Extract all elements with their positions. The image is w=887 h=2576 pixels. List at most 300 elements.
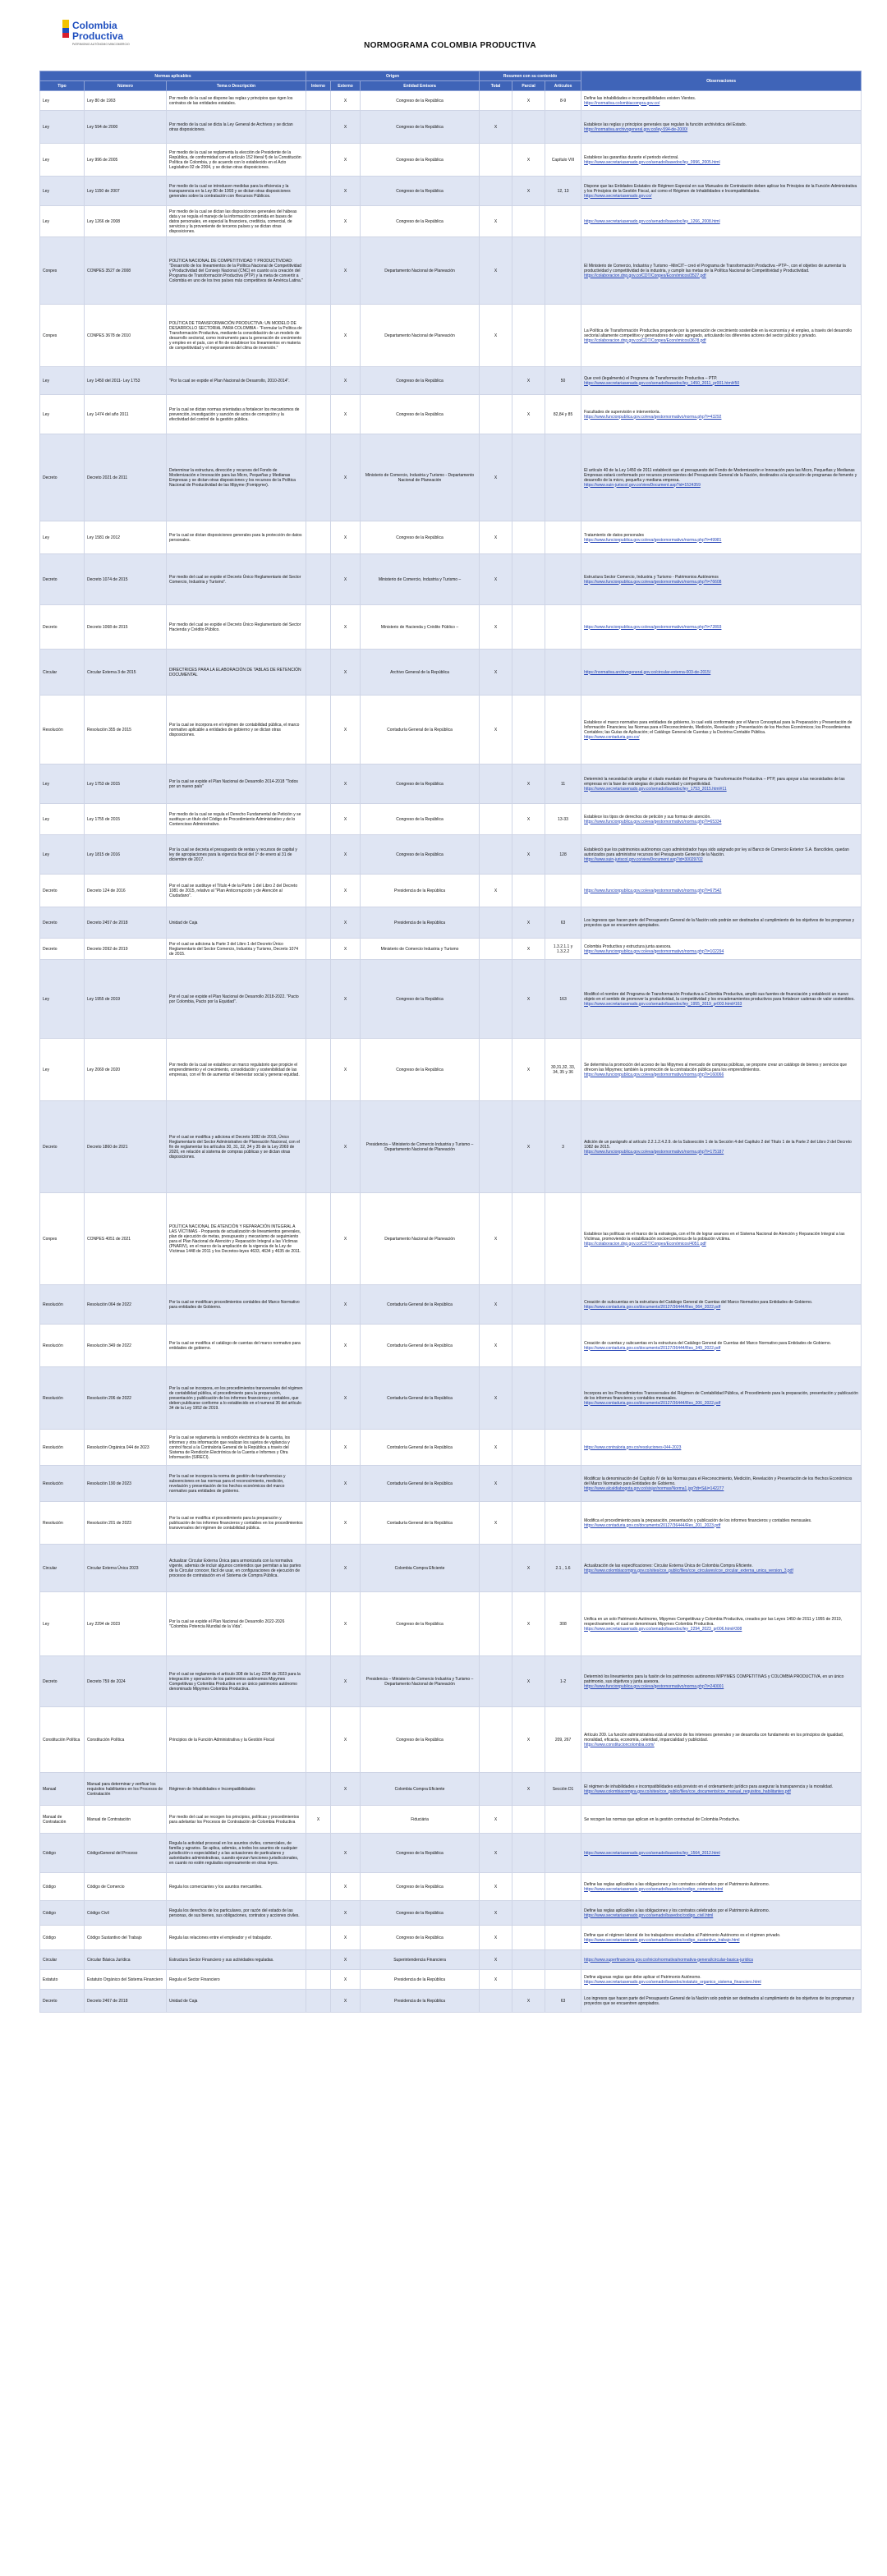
entidad-cell: Congreso de la República xyxy=(361,177,480,206)
externo-cell: X xyxy=(331,765,361,804)
articulos-cell: 1.3.2.1.1 y 1.3.2.2 xyxy=(545,939,581,960)
numero-cell: Ley 1450 del 2011- Ley 1753 xyxy=(85,367,167,395)
norma-link[interactable]: https://www.constitucioncolombia.com/ xyxy=(584,1742,655,1747)
header-total: Total xyxy=(480,81,512,91)
observaciones-text: Define las reglas aplicables a las obligaciones y los contratos celebrados por el Patrimonio Autónomo. xyxy=(584,1881,770,1887)
entidad-cell: Contaduría General de la República xyxy=(361,1325,480,1367)
norma-link[interactable]: https://colaboracion.dnp.gov.co/CDT/Conpes/Económicos/3527.pdf xyxy=(584,273,706,278)
observaciones-text: Creación de subcuentas en la estructura del Catálogo General de Cuentas del Marco Normativo para Entidades de Gobierno. xyxy=(584,1299,813,1305)
norma-link[interactable]: https://www.secretariasenado.gov.co/senado/basedoc/ley_1266_2008.html xyxy=(584,218,720,224)
parcial-cell xyxy=(512,206,545,237)
tipo-cell: Ley xyxy=(40,144,85,177)
table-row xyxy=(40,111,862,144)
norma-link[interactable]: https://www.suin-juriscol.gov.co/viewDocument.asp?id=30029702 xyxy=(584,856,703,862)
observaciones-text: El régimen de inhabilidades e incompatibilidades está previsto en el ordenamiento jurídico para asegurar la transparencia y la moralidad. xyxy=(584,1784,834,1789)
norma-link[interactable]: https://www.funcionpublica.gov.co/eva/gestornormativo/norma.php?i=160066 xyxy=(584,1072,724,1077)
tema-cell: Por medio de la cual se establece un marco regulatorio que propicie el emprendimiento y el crecimiento, consolidación y sostenibilidad de las empresas, con el fin de aumentar el bienestar social y generar equidad. xyxy=(167,1039,306,1101)
total-cell: X xyxy=(480,554,512,605)
parcial-cell: X xyxy=(512,367,545,395)
observaciones-text: Tratamiento de datos personales xyxy=(584,532,644,538)
total-cell xyxy=(480,939,512,960)
observaciones-cell xyxy=(581,434,862,521)
observaciones-text: Define las reglas aplicables a las obligaciones y los contratos celebrados por el Patrimonio Autónomo. xyxy=(584,1908,770,1913)
norma-link[interactable]: https://www.funcionpublica.gov.co/eva/gestornormativo/norma.php?i=72893 xyxy=(584,624,722,630)
entidad-cell: Congreso de la República xyxy=(361,1834,480,1873)
tema-cell: Por medio del cual se expide el Decreto Único Reglamentario del Sector Hacienda y Crédito Público. xyxy=(167,605,306,650)
norma-link[interactable]: https://www.funcionpublica.gov.co/eva/gestornormativo/norma.php?i=102294 xyxy=(584,948,724,954)
numero-cell: Ley 1266 de 2008 xyxy=(85,206,167,237)
interno-cell xyxy=(306,434,331,521)
externo-cell: X xyxy=(331,1834,361,1873)
tipo-cell: Decreto xyxy=(40,1101,85,1193)
articulos-cell xyxy=(545,605,581,650)
norma-link[interactable]: https://www.alcaldiabogota.gov.co/sisjur/normas/Norma1.jsp?dt=S&i=142277 xyxy=(584,1485,724,1491)
articulos-cell xyxy=(545,1806,581,1834)
tipo-cell: Ley xyxy=(40,367,85,395)
numero-cell: Decreto 124 de 2016 xyxy=(85,875,167,907)
entidad-cell: Colombia Compra Eficiente xyxy=(361,1773,480,1806)
table-row xyxy=(40,554,862,605)
total-cell: X xyxy=(480,1926,512,1950)
numero-cell: Ley 2069 de 2020 xyxy=(85,1039,167,1101)
total-cell xyxy=(480,1039,512,1101)
norma-link[interactable]: https://www.funcionpublica.gov.co/eva/gestornormativo/norma.php?i=43292 xyxy=(584,414,722,420)
entidad-cell: Congreso de la República xyxy=(361,111,480,144)
tema-cell: Por la cual se expide el Plan Nacional de Desarrollo 2014-2018 "Todos por un nuevo país" xyxy=(167,765,306,804)
norma-link[interactable]: https://www.suin-juriscol.gov.co/viewDocument.asp?id=1524359 xyxy=(584,482,701,488)
articulos-cell: Sección D1 xyxy=(545,1773,581,1806)
norma-link[interactable]: https://www.funcionpublica.gov.co/eva/gestornormativo/norma.php?i=67542 xyxy=(584,888,722,893)
entidad-cell: Departamento Nacional de Planeación xyxy=(361,237,480,305)
articulos-cell xyxy=(545,1901,581,1926)
entidad-cell: Congreso de la República xyxy=(361,367,480,395)
interno-cell xyxy=(306,1039,331,1101)
numero-cell: Ley 594 de 2000 xyxy=(85,111,167,144)
entidad-cell: Congreso de la República xyxy=(361,1901,480,1926)
observaciones-cell xyxy=(581,1325,862,1367)
parcial-cell xyxy=(512,237,545,305)
total-cell: X xyxy=(480,1325,512,1367)
observaciones-cell xyxy=(581,1806,862,1834)
tipo-cell: Ley xyxy=(40,521,85,554)
parcial-cell xyxy=(512,1285,545,1325)
norma-link[interactable]: https://www.secretariasenado.gov.co/ xyxy=(584,193,652,199)
tipo-cell: Decreto xyxy=(40,907,85,939)
articulos-cell: 50 xyxy=(545,367,581,395)
norma-link[interactable]: https://www.secretariasenado.gov.co/senado/basedoc/ley_0996_2005.html xyxy=(584,159,720,165)
observaciones-cell xyxy=(581,1656,862,1707)
norma-link[interactable]: https://www.colombiacompra.gov.co/sites/cce_public/files/cce_documents/cce_manual_requisitos_habilitantes.pdf xyxy=(584,1789,791,1794)
observaciones-text: Establece el marco normativo para entidades de gobierno, lo cual está conformado por el Marco Conceptual para la Preparación y Presentación de Información Financiera; las Normas para el Reconocimiento, Medición, Revelación y Presentación de los Hechos Económicos; los Procedimientos Contables; las Guías de Aplicación; el Catálogo General de Cuentas y la Doctrina Contable Pública. xyxy=(584,719,853,735)
tipo-cell: Resolución xyxy=(40,1430,85,1466)
interno-cell xyxy=(306,1773,331,1806)
norma-link[interactable]: https://www.contaduria.gov.co/documents/20127/36444/Res_201_2023.pdf xyxy=(584,1522,721,1528)
parcial-cell: X xyxy=(512,960,545,1039)
table-row xyxy=(40,605,862,650)
tipo-cell: Ley xyxy=(40,91,85,111)
norma-link[interactable]: https://normativa.colombiacompra.gov.co/ xyxy=(584,100,660,106)
interno-cell xyxy=(306,1285,331,1325)
table-row xyxy=(40,206,862,237)
parcial-cell: X xyxy=(512,939,545,960)
total-cell xyxy=(480,1101,512,1193)
externo-cell: X xyxy=(331,1039,361,1101)
tipo-cell: Ley xyxy=(40,1039,85,1101)
parcial-cell: X xyxy=(512,1039,545,1101)
total-cell xyxy=(480,144,512,177)
observaciones-cell xyxy=(581,111,862,144)
articulos-cell xyxy=(545,650,581,696)
tipo-cell: Constitución Política xyxy=(40,1707,85,1773)
numero-cell: Ley 1753 de 2015 xyxy=(85,765,167,804)
externo-cell: X xyxy=(331,1656,361,1707)
observaciones-cell xyxy=(581,177,862,206)
articulos-cell xyxy=(545,237,581,305)
total-cell: X xyxy=(480,1806,512,1834)
norma-link[interactable]: https://www.superfinanciera.gov.co/inicio/normativa/normativa-general/circular-basica-juridica xyxy=(584,1957,753,1963)
norma-link[interactable]: https://www.funcionpublica.gov.co/eva/gestornormativo/norma.php?i=76608 xyxy=(584,579,722,585)
interno-cell xyxy=(306,1466,331,1502)
norma-link[interactable]: https://www.colombiacompra.gov.co/sites/cce_public/files/cce_circulares/cce_circular_externa_unica_version_3.pdf xyxy=(584,1568,793,1573)
numero-cell: Ley 80 de 1993 xyxy=(85,91,167,111)
externo-cell: X xyxy=(331,521,361,554)
table-row xyxy=(40,1773,862,1806)
norma-link[interactable]: https://www.funcionpublica.gov.co/eva/gestornormativo/norma.php?i=175187 xyxy=(584,1149,724,1155)
interno-cell xyxy=(306,1901,331,1926)
total-cell: X xyxy=(480,111,512,144)
tema-cell: Régimen de Inhabilidades e Incompatibilidades xyxy=(167,1773,306,1806)
observaciones-text: Adición de un parágrafo al artículo 2.2.1.2.4.2.9. de la Subsección 1 de la Sección 4 del Capítulo 2 del Título 1 de la Parte 2 del Libro 2 del Decreto 1082 de 2015. xyxy=(584,1139,852,1150)
entidad-cell: Contraloría General de la República xyxy=(361,1430,480,1466)
header-group-resumen: Resumen con su contenido xyxy=(480,71,581,81)
tipo-cell: Decreto xyxy=(40,875,85,907)
observaciones-cell xyxy=(581,1926,862,1950)
total-cell: X xyxy=(480,1367,512,1430)
entidad-cell: Presidencia de la República xyxy=(361,875,480,907)
articulos-cell xyxy=(545,1970,581,1990)
entidad-cell: Colombia Compra Eficiente xyxy=(361,1545,480,1592)
numero-cell: CONPES 4051 de 2021 xyxy=(85,1193,167,1285)
tipo-cell: Ley xyxy=(40,804,85,835)
observaciones-cell xyxy=(581,521,862,554)
total-cell xyxy=(480,1545,512,1592)
externo-cell: X xyxy=(331,1545,361,1592)
tema-cell: Por medio de la cual se dispone las reglas y principios que rigen los contratos de las entidades estatales. xyxy=(167,91,306,111)
tema-cell: Por medio de la cual se regula el Derecho Fundamental de Petición y se sustituye un título del Código de Procedimiento Administrativo y de lo Contencioso Administrativo. xyxy=(167,804,306,835)
interno-cell xyxy=(306,1926,331,1950)
numero-cell: Resolución Orgánica 044 de 2023 xyxy=(85,1430,167,1466)
observaciones-text: Modificar la denominación del Capítulo IV de las Normas para el Reconocimiento, Medición, Revelación y Presentación de los Hechos Económicos del Marco Normativo para Entidades de Gobierno. xyxy=(584,1476,853,1486)
observaciones-text: Unifica en un solo Patrimonio Autónomo, Mipymes Competitivas y Colombia Productiva, creados por las Leyes 1450 de 2011 y 1955 de 2019, respectivamente, el cual se denominará Mipymes Colombia Productiva. xyxy=(584,1616,843,1627)
table-row xyxy=(40,1901,862,1926)
externo-cell: X xyxy=(331,1873,361,1901)
observaciones-text: Modificó el nombre del Programa de Transformación Productiva a Colombia Productiva, amplió sus fuentes de financiación y estableció un nuevo objeto en el sentido de promover la productividad, la competitividad y los encadenamientos productivos para fortalecer cadenas de valor sostenibles. xyxy=(584,991,855,1002)
tema-cell: Por medio del cual se expide el Decreto Único Reglamentario del Sector Comercio, Industria y Turismo". xyxy=(167,554,306,605)
parcial-cell xyxy=(512,1926,545,1950)
tipo-cell: Resolución xyxy=(40,1502,85,1545)
tema-cell: "Por la cual se expide el Plan Nacional de Desarrollo, 2010-2014". xyxy=(167,367,306,395)
observaciones-cell xyxy=(581,605,862,650)
tipo-cell: Resolución xyxy=(40,1285,85,1325)
numero-cell: Ley 1150 de 2007 xyxy=(85,177,167,206)
norma-link[interactable]: https://www.contaduria.gov.co/documents/20127/36444/Res_349_2022.pdf xyxy=(584,1345,721,1351)
observaciones-cell xyxy=(581,1367,862,1430)
entidad-cell: Presidencia – Ministerio de Comercio Industria y Turismo – Departamento Nacional de Planeación xyxy=(361,1656,480,1707)
tema-cell: Por la cual se modifica el procedimiento para la preparación y publicación de los informes financieros y contables en los procedimientos transversales del régimen de contabilidad pública. xyxy=(167,1502,306,1545)
tipo-cell: Decreto xyxy=(40,939,85,960)
total-cell: X xyxy=(480,1285,512,1325)
interno-cell xyxy=(306,907,331,939)
norma-link[interactable]: https://www.funcionpublica.gov.co/eva/gestornormativo/norma.php?i=49981 xyxy=(584,537,722,543)
observaciones-text: Actualización de las especificaciones: Circular Externa Única de Colombia Compra Eficiente. xyxy=(584,1563,753,1568)
parcial-cell: X xyxy=(512,804,545,835)
total-cell: X xyxy=(480,696,512,765)
parcial-cell: X xyxy=(512,91,545,111)
observaciones-text: Define que el régimen laboral de los trabajadores vinculados al Patrimonio Autónomo es el régimen privado. xyxy=(584,1932,781,1938)
tipo-cell: Circular xyxy=(40,650,85,696)
total-cell xyxy=(480,1773,512,1806)
total-cell: X xyxy=(480,1502,512,1545)
parcial-cell xyxy=(512,1806,545,1834)
interno-cell xyxy=(306,960,331,1039)
numero-cell: Ley 1474 del año 2011 xyxy=(85,395,167,434)
numero-cell: CONPES 3678 de 2010 xyxy=(85,305,167,367)
observaciones-text: Estructura Sector Comercio, Industria y Turismo - Patrimonios Autónomos xyxy=(584,574,719,580)
norma-link[interactable]: https://www.funcionpublica.gov.co/eva/gestornormativo/norma.php?i=65334 xyxy=(584,819,722,824)
norma-link[interactable]: https://www.secretariasenado.gov.co/senado/basedoc/ley_1753_2015.html#11 xyxy=(584,786,727,792)
tipo-cell: Circular xyxy=(40,1950,85,1970)
tema-cell: Principios de la Función Administrativa y la Gestión Fiscal xyxy=(167,1707,306,1773)
entidad-cell: Congreso de la República xyxy=(361,1926,480,1950)
tipo-cell: Manual de Contratación xyxy=(40,1806,85,1834)
tema-cell: Determinar la estructura, dirección y recursos del Fondo de Modernización e Innovación para las Micro, Pequeñas y Medianas Empresas y se dictan otras disposiciones y los recursos de la Política Nacional de Productividad de las Mipyme (Fomipyme). xyxy=(167,434,306,521)
parcial-cell xyxy=(512,1950,545,1970)
norma-link[interactable]: https://www.contaduria.gov.co/documents/20127/36444/Res_064_2022.pdf xyxy=(584,1304,721,1310)
tema-cell: Por el cual se sustituye el Título 4 de la Parte 1 del Libro 2 del Decreto 1081 de 2015, relativo al "Plan Anticorrupción y de Atención al Ciudadano". xyxy=(167,875,306,907)
norma-link[interactable]: https://www.secretariasenado.gov.co/senado/basedoc/codigo_sustantivo_trabajo.html xyxy=(584,1937,740,1943)
tipo-cell: Código xyxy=(40,1926,85,1950)
observaciones-text: Facultades de supervisión e interventoría. xyxy=(584,409,660,415)
observaciones-cell xyxy=(581,696,862,765)
observaciones-text: Incorpora en los Procedimientos Transversales del Régimen de Contabilidad Pública, el Procedimiento para la preparación, presentación y publicación de los informes financieros y contables mensuales. xyxy=(584,1390,858,1401)
interno-cell xyxy=(306,1656,331,1707)
interno-cell xyxy=(306,1430,331,1466)
tipo-cell: Resolución xyxy=(40,1367,85,1430)
total-cell xyxy=(480,907,512,939)
numero-cell: Ley 996 de 2005 xyxy=(85,144,167,177)
norma-link[interactable]: https://www.contraloria.gov.co/resoluciones-044-2023 xyxy=(584,1444,682,1450)
observaciones-text: Estableció que los patrimonios autónomos cuyo administrador haya sido asignado por ley al Banco de Comercio Exterior S.A. Bancóldex, quedan autorizados para administrar recursos del Presupuesto General de la Nación. xyxy=(584,847,849,857)
total-cell xyxy=(480,395,512,434)
norma-link[interactable]: https://www.secretariasenado.gov.co/senado/basedoc/codigo_civil.html xyxy=(584,1912,714,1918)
tema-cell: Por medio de la cual se introducen medidas para la eficiencia y la transparencia en la Ley 80 de 1993 y se dictan otras disposiciones generales sobre la contratación con Recursos Públicos. xyxy=(167,177,306,206)
externo-cell: X xyxy=(331,305,361,367)
articulos-cell xyxy=(545,1430,581,1466)
entidad-cell: Congreso de la República xyxy=(361,1707,480,1773)
norma-link[interactable]: https://www.contaduria.gov.co/documents/20127/36444/Res_206_2022.pdf xyxy=(584,1400,721,1406)
total-cell: X xyxy=(480,1873,512,1901)
externo-cell: X xyxy=(331,554,361,605)
tema-cell: Por el cual se adiciona la Parte 3 del Libro 1 del Decreto Único Reglamentario del Sector Comercio, Industria y Turismo, Decreto 1074 de 2015. xyxy=(167,939,306,960)
table-row xyxy=(40,1990,862,2013)
table-row xyxy=(40,1502,862,1545)
norma-link[interactable]: https://www.secretariasenado.gov.co/senado/basedoc/estatuto_organico_sistema_financiero.html xyxy=(584,1979,761,1985)
norma-link[interactable]: https://normativa.archivogeneral.gov.co/circular-externa-003-de-2015/ xyxy=(584,669,711,675)
externo-cell: X xyxy=(331,206,361,237)
parcial-cell xyxy=(512,1466,545,1502)
norma-link[interactable]: https://www.secretariasenado.gov.co/senado/basedoc/ley_1450_2011_pr001.html#50 xyxy=(584,380,740,386)
logo-line-1: Colombia xyxy=(72,20,117,31)
norma-link[interactable]: https://www.secretariasenado.gov.co/senado/basedoc/ley_1564_2012.html xyxy=(584,1850,720,1856)
numero-cell: Ley 1955 de 2019 xyxy=(85,960,167,1039)
entidad-cell: Contaduría General de la República xyxy=(361,1367,480,1430)
numero-cell: Código Civil xyxy=(85,1901,167,1926)
externo-cell: X xyxy=(331,1970,361,1990)
tema-cell: Por la cual se expide el Plan Nacional de Desarrollo 2022-2026 "Colombia Potencia Mundial de la Vida". xyxy=(167,1592,306,1656)
parcial-cell xyxy=(512,111,545,144)
norma-link[interactable]: https://colaboracion.dnp.gov.co/CDT/Conpes/Económicos/3678.pdf xyxy=(584,337,706,343)
table-row xyxy=(40,177,862,206)
observaciones-text: Establece los tipos de derechos de petición y sus formas de atención. xyxy=(584,814,711,820)
table-body xyxy=(40,91,862,2013)
articulos-cell: 8-9 xyxy=(545,91,581,111)
norma-link[interactable]: https://www.secretariasenado.gov.co/senado/basedoc/ley_2294_2023_pr006.html#308 xyxy=(584,1626,742,1632)
externo-cell: X xyxy=(331,960,361,1039)
table-row xyxy=(40,1101,862,1193)
articulos-cell: 13-33 xyxy=(545,804,581,835)
parcial-cell: X xyxy=(512,144,545,177)
page-title: NORMOGRAMA COLOMBIA PRODUCTIVA xyxy=(364,41,536,50)
observaciones-cell xyxy=(581,1990,862,2013)
parcial-cell xyxy=(512,1970,545,1990)
interno-cell xyxy=(306,395,331,434)
entidad-cell: Congreso de la República xyxy=(361,395,480,434)
total-cell xyxy=(480,91,512,111)
observaciones-text: El Ministerio de Comercio, Industria y Turismo –MinCIT– creó el Programa de Transformación Productiva –PTP–, con el objetivo de aumentar la productividad y competitividad de la industria, y cumplir las metas de la Política Nacional de Competitividad y Productividad. xyxy=(584,263,846,273)
table-row xyxy=(40,1430,862,1466)
norma-link[interactable]: https://www.secretariasenado.gov.co/senado/basedoc/ley_1955_2019_pr003.html#163 xyxy=(584,1001,742,1007)
entidad-cell: Archivo General de la República xyxy=(361,650,480,696)
table-row xyxy=(40,939,862,960)
articulos-cell: 30,31,32, 33, 34, 35 y 36 xyxy=(545,1039,581,1101)
header-group-origen: Origen xyxy=(306,71,480,81)
externo-cell: X xyxy=(331,1285,361,1325)
norma-link[interactable]: https://www.secretariasenado.gov.co/senado/basedoc/codigo_comercio.html xyxy=(584,1886,724,1892)
entidad-cell: Presidencia de la República xyxy=(361,1970,480,1990)
externo-cell: X xyxy=(331,875,361,907)
interno-cell xyxy=(306,696,331,765)
observaciones-text: Los ingresos que hacen parte del Presupuesto General de la Nación solo podrán ser destinados al cumplimiento de los objetivos de los programas y proyectos que se encuentren apropiados. xyxy=(584,1995,855,2006)
externo-cell: X xyxy=(331,696,361,765)
observaciones-cell xyxy=(581,1592,862,1656)
externo-cell: X xyxy=(331,237,361,305)
tema-cell: POLÍTICA NACIONAL DE ATENCIÓN Y REPARACIÓN INTEGRAL A LAS VÍCTIMAS - Propuesta de actualización de lineamientos generales, plan de ejecución de metas, presupuesto y mecanismo de seguimiento para el Plan Nacional de Atención y Reparación Integral a las Víctimas (PNARIV), en el marco de la ampliación de la vigencia de la Ley de Víctimas 1448 de 2011 y los Decretos-leyes 4633, 4634 y 4635 de 2011. xyxy=(167,1193,306,1285)
entidad-cell: Congreso de la República xyxy=(361,206,480,237)
tema-cell: Por medio de la cual se reglamenta la elección de Presidente de la República, de conformidad con el artículo 152 literal f) de la Constitución Política de Colombia, y de acuerdo con lo establecido en el Acto Legislativo 02 de 2004, y se dictan otras disposiciones. xyxy=(167,144,306,177)
logo-line-2: Productiva xyxy=(72,30,124,42)
numero-cell: Manual de Contratación xyxy=(85,1806,167,1834)
numero-cell: Manual para determinar y verificar los requisitos habilitantes en los Procesos de Contratación xyxy=(85,1773,167,1806)
parcial-cell: X xyxy=(512,177,545,206)
tipo-cell: Código xyxy=(40,1901,85,1926)
norma-link[interactable]: https://colaboracion.dnp.gov.co/CDT/Conpes/Económicos/4051.pdf xyxy=(584,1241,706,1247)
norma-link[interactable]: https://www.funcionpublica.gov.co/eva/gestornormativo/norma.php?i=240001 xyxy=(584,1683,724,1689)
entidad-cell: Congreso de la República xyxy=(361,1873,480,1901)
externo-cell: X xyxy=(331,1950,361,1970)
entidad-cell: Congreso de la República xyxy=(361,144,480,177)
total-cell: X xyxy=(480,1834,512,1873)
observaciones-text: Creación de cuentas y subcuentas en la estructura del Catálogo General de Cuentas del Marco Normativo para Entidades de Gobierno. xyxy=(584,1340,832,1346)
observaciones-cell xyxy=(581,1834,862,1873)
externo-cell: X xyxy=(331,1367,361,1430)
table-row xyxy=(40,1873,862,1901)
total-cell: X xyxy=(480,650,512,696)
entidad-cell: Ministerio de Comercio Industria y Turismo xyxy=(361,939,480,960)
parcial-cell: X xyxy=(512,1101,545,1193)
numero-cell: Decreto 759 de 2024 xyxy=(85,1656,167,1707)
interno-cell xyxy=(306,1502,331,1545)
header-tema: Tema o Descripción xyxy=(167,81,306,91)
tema-cell: POLÍTICA DE TRANSFORMACIÓN PRODUCTIVA: UN MODELO DE DESARROLLO SECTORIAL PARA COLOMBIA - "Formular la Política de Transformación Productiva, mediante la consolidación de un modelo de desarrollo sectorial, como instrumento para la generación de crecimiento y empleo en el país, con el fin de establecer los lineamientos en materia de competitividad y el mejoramiento del clima de inversión." xyxy=(167,305,306,367)
tema-cell: POLÍTICA NACIONAL DE COMPETITIVIDAD Y PRODUCTIVIDAD: "Desarrollo de los lineamientos de la Política Nacional de Competitividad y Productividad del Consejo Nacional (CNC) en cuanto a la creación del Programa de Transformación Productiva (PTP) y la meta de convertir a Colombia en uno de los tres países más competitivos de América Latina." xyxy=(167,237,306,305)
articulos-cell xyxy=(545,1285,581,1325)
observaciones-text: Modifica el procedimiento para la preparación, presentación y publicación de los informes financieros y contables mensuales. xyxy=(584,1518,812,1523)
norma-link[interactable]: https://www.contaduria.gov.co/ xyxy=(584,734,640,740)
articulos-cell xyxy=(545,1193,581,1285)
numero-cell: Constitución Política xyxy=(85,1707,167,1773)
table-row xyxy=(40,835,862,875)
interno-cell xyxy=(306,206,331,237)
observaciones-cell xyxy=(581,367,862,395)
parcial-cell xyxy=(512,696,545,765)
articulos-cell: 128 xyxy=(545,835,581,875)
tema-cell: Por la cual se incorpora en el régimen de contabilidad pública, el marco normativo aplicable a entidades de gobierno y se dictan otras disposiciones. xyxy=(167,696,306,765)
total-cell xyxy=(480,804,512,835)
interno-cell xyxy=(306,1834,331,1873)
tema-cell: Actualizar Circular Externa Única para armonizarla con la normativa vigente, además de incluir algunos contenidos que permitan a las partes de la Circular conocer, fácil de usar, en configuraciones de ejecución de procesos de contratación en el Sistema de Compra Pública. xyxy=(167,1545,306,1592)
tema-cell: Regula las relaciones entre el empleador y el trabajador. xyxy=(167,1926,306,1950)
table-row xyxy=(40,1545,862,1592)
numero-cell: Resolución 355 de 2015 xyxy=(85,696,167,765)
interno-cell xyxy=(306,1101,331,1193)
entidad-cell: Departamento Nacional de Planeación xyxy=(361,305,480,367)
tema-cell: Por la cual se modifican procedimientos contables del Marco Normativo para entidades de Gobierno. xyxy=(167,1285,306,1325)
observaciones-cell xyxy=(581,91,862,111)
articulos-cell: 209, 267 xyxy=(545,1707,581,1773)
articulos-cell xyxy=(545,305,581,367)
parcial-cell: X xyxy=(512,907,545,939)
articulos-cell xyxy=(545,111,581,144)
externo-cell: X xyxy=(331,395,361,434)
articulos-cell: 11 xyxy=(545,765,581,804)
parcial-cell xyxy=(512,1873,545,1901)
table-row xyxy=(40,237,862,305)
externo-cell: X xyxy=(331,434,361,521)
tema-cell: Por el cual se modifica y adiciona el Decreto 1082 de 2015, Único Reglamentario del Sector Administrativo de Planeación Nacional, con el fin de reglamentar los artículos 30, 31, 32, 34 y 35 de la Ley 2069 de 2020, en relación al sistema de compras públicas y se dictan otras disposiciones. xyxy=(167,1101,306,1193)
tipo-cell: Código xyxy=(40,1834,85,1873)
articulos-cell xyxy=(545,1834,581,1873)
numero-cell: CódigoGeneral del Proceso xyxy=(85,1834,167,1873)
interno-cell xyxy=(306,1707,331,1773)
table-row xyxy=(40,1285,862,1325)
tema-cell: Regula la actividad procesal en los asuntos civiles, comerciales, de familia y agrarios. Se aplica, además, a todos los asuntos de cualquier jurisdicción o especialidad y a las actuaciones de particulares y autoridades administrativas, cuando ejerzan funciones jurisdiccionales, en cuanto no estén regulados expresamente en otras leyes. xyxy=(167,1834,306,1873)
norma-link[interactable]: https://normativa.archivogeneral.gov.co/ley-594-de-2000/ xyxy=(584,126,688,132)
total-cell xyxy=(480,1990,512,2013)
observaciones-cell xyxy=(581,875,862,907)
entidad-cell: Congreso de la República xyxy=(361,1592,480,1656)
articulos-cell: 63 xyxy=(545,907,581,939)
observaciones-cell xyxy=(581,650,862,696)
